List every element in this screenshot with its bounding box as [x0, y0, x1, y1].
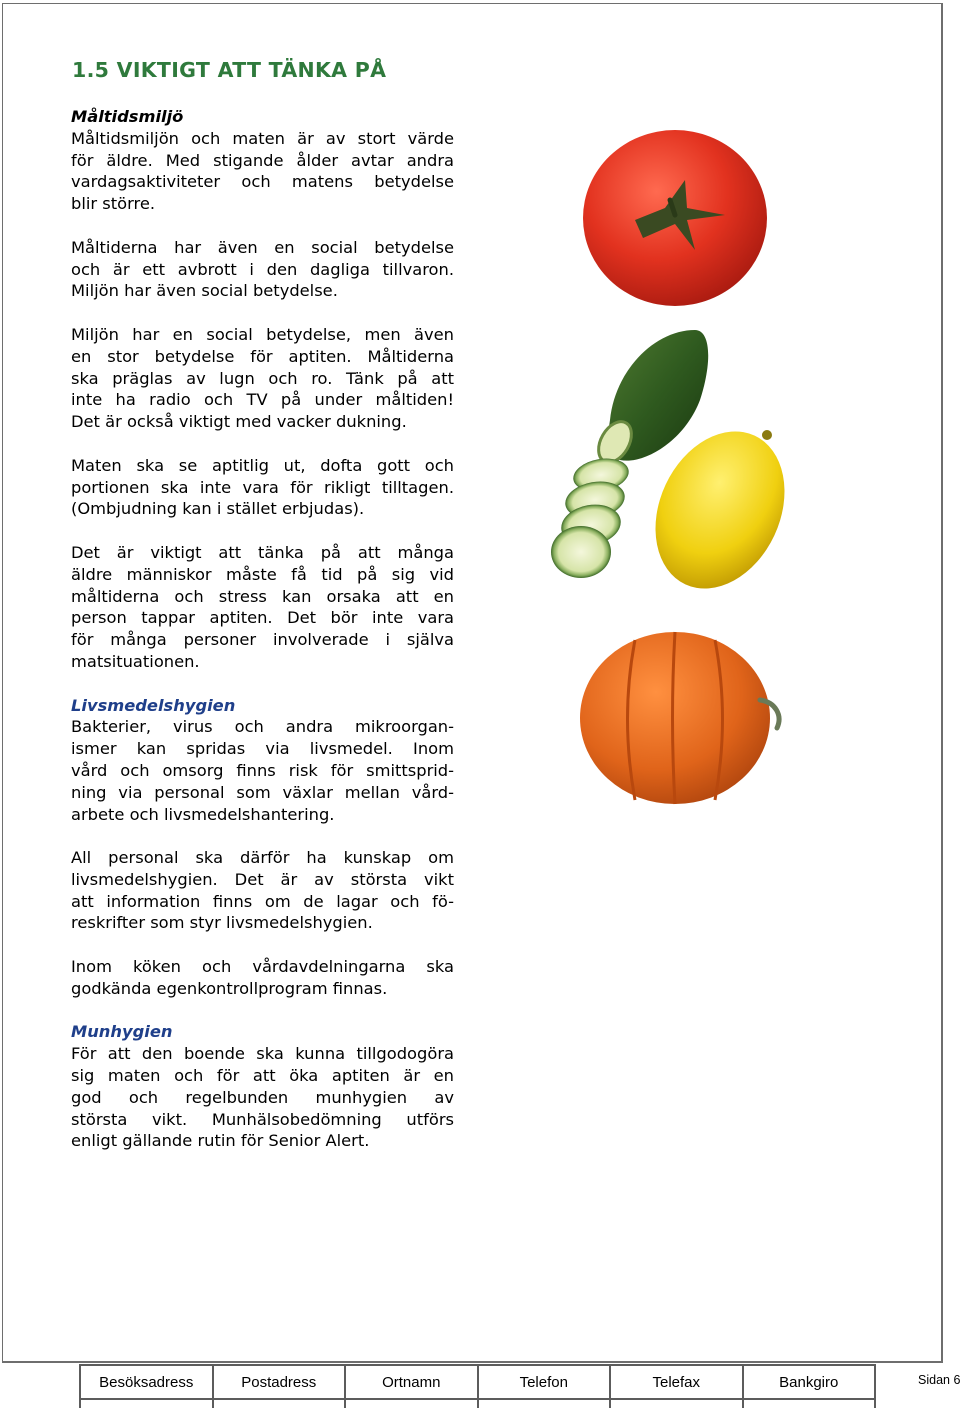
text-line: äldre människor måste få tid på sig vid — [71, 564, 454, 584]
paragraph — [71, 1043, 454, 1152]
text-line: och är ett avbrott i den dagliga tillvaron. — [71, 259, 454, 279]
paragraph — [71, 128, 454, 215]
cucumber-icon — [592, 330, 708, 468]
text-line: sig maten och för att öka aptiten är en — [71, 1066, 454, 1086]
subheading-maltidsmiljo: Måltidsmiljö — [71, 107, 184, 126]
footer-header-cell: Telefon — [478, 1365, 611, 1399]
text-line: blir större. — [71, 194, 156, 214]
text-line: måltiderna och stress kan orsaka att en — [71, 586, 454, 606]
text-line: att information finns om de lagar och fö- — [71, 891, 454, 911]
footer-header-cell: Ortnamn — [345, 1365, 478, 1399]
footer-address-table — [79, 1364, 876, 1408]
text-line: matsituationen. — [71, 651, 200, 671]
page-number: Sidan 6 — [918, 1373, 960, 1387]
footer-value-cell — [213, 1399, 346, 1408]
text-line: arbete och livsmedelshantering. — [71, 804, 335, 824]
text-line: för många personer involverade i själva — [71, 630, 454, 650]
text-line: Det är också viktigt med vacker dukning. — [71, 412, 407, 432]
text-line: godkända egenkontrollprogram finnas. — [71, 978, 388, 998]
vegetables-illustration — [535, 120, 795, 820]
cucumber-slices-icon — [551, 454, 631, 578]
text-line: god och regelbunden munhygien av — [71, 1087, 454, 1107]
text-line: ning via personal som växlar mellan vård- — [71, 782, 454, 802]
text-line: Måltiderna har även en social betydelse — [71, 237, 454, 257]
text-column — [71, 106, 454, 1152]
paragraph — [71, 542, 454, 673]
paragraph — [71, 237, 454, 302]
paragraph — [71, 847, 454, 934]
footer-value-cell — [345, 1399, 478, 1408]
footer-value-cell — [743, 1399, 876, 1408]
text-line: portionen ska inte vara för rikligt tilltagen. — [71, 477, 454, 497]
text-line: Bakterier, virus och andra mikroorgan- — [71, 717, 454, 737]
paragraph — [71, 324, 454, 433]
pumpkin-icon — [580, 632, 779, 804]
subheading-livsmedelshygien: Livsmedelshygien — [71, 695, 236, 715]
text-line: person tappar aptiten. Det bör inte vara — [71, 608, 454, 628]
footer-header-cell: Bankgiro — [743, 1365, 876, 1399]
text-line: vård och omsorg finns risk för smittsprid- — [71, 760, 454, 780]
text-line: (Ombjudning kan i stället erbjudas). — [71, 499, 365, 519]
footer-header-cell: Besöksadress — [80, 1365, 213, 1399]
text-line: inte ha radio och TV på under måltiden! — [71, 390, 454, 410]
text-line: reskrifter som styr livsmedelshygien. — [71, 913, 373, 933]
text-line: Det är viktigt att tänka på att många — [71, 542, 454, 562]
subheading-munhygien: Munhygien — [71, 1022, 173, 1042]
text-line: Måltidsmiljön och maten är av stort värde — [71, 128, 454, 148]
text-line: Miljön har även social betydelse. — [71, 281, 338, 301]
section-heading: 1.5 VIKTIGT ATT TÄNKA PÅ — [72, 58, 387, 82]
text-line: vardagsaktiviteter och matens betydelse — [71, 172, 454, 192]
text-line: största vikt. Munhälsobedömning utförs — [71, 1109, 454, 1129]
paragraph — [71, 956, 454, 1000]
footer-value-cell — [610, 1399, 743, 1408]
paragraph — [71, 716, 454, 825]
text-line: enligt gällande rutin för Senior Alert. — [71, 1131, 370, 1151]
text-line: livsmedelshygien. Det är av största vikt — [71, 869, 454, 889]
footer-value-cell — [80, 1399, 213, 1408]
text-line: ismer kan spridas via livsmedel. Inom — [71, 739, 454, 759]
text-line: All personal ska därför ha kunskap om — [71, 848, 454, 868]
footer-header-cell: Telefax — [610, 1365, 743, 1399]
tomato-icon — [583, 130, 767, 306]
text-line: för äldre. Med stigande ålder avtar andra — [71, 150, 454, 170]
footer-header-cell: Postadress — [213, 1365, 346, 1399]
text-line: För att den boende ska kunna tillgodogöra — [71, 1044, 454, 1064]
text-line: Maten ska se aptitlig ut, dofta gott och — [71, 455, 454, 475]
text-line: Miljön har en social betydelse, men även — [71, 324, 454, 344]
footer-value-cell — [478, 1399, 611, 1408]
text-line: ska präglas av lugn och ro. Tänk på att — [71, 368, 454, 388]
text-line: en stor betydelse för aptiten. Måltiderna — [71, 346, 454, 366]
text-line: Inom köken och vårdavdelningarna ska — [71, 957, 454, 977]
paragraph — [71, 455, 454, 520]
